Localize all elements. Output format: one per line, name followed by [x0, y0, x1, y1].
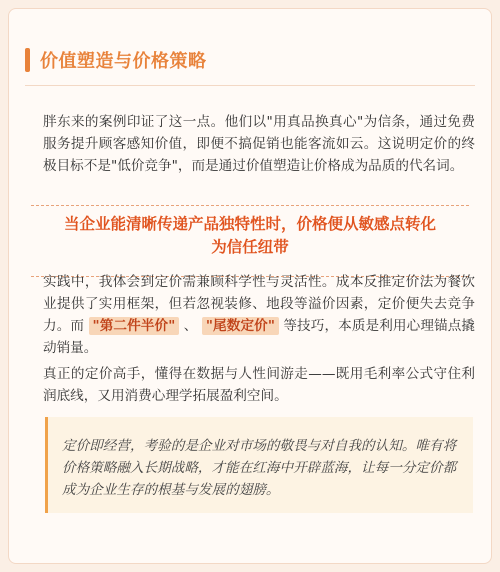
highlight-second-half-price: "第二件半价"	[89, 317, 180, 335]
header-divider	[25, 85, 475, 86]
section-header	[25, 45, 207, 75]
intro-paragraph: 胖东来的案例印证了这一点。他们以"用真品换真心"为信条，通过免费服务提升顾客感知价值，即便不搞促销也能客流如云。这说明定价的终极目标不是"低价竞争"，而是通过价值塑造让价格成为品质的代名词。	[43, 114, 475, 174]
practice-text-after: 等技巧，本质是利用心理锚点撬动销量。	[43, 318, 476, 356]
section-title: 价值塑造与价格策略	[40, 51, 207, 72]
practice-text-before: 实践中，我体会到定价需兼顾科学性与灵活性。成本反推定价法为餐饮业提供了实用框架，但若忽视装修、地段等溢价因素，定价便失去竞争力。而	[43, 274, 475, 334]
header-accent-bar	[25, 48, 30, 72]
master-paragraph: 真正的定价高手，懂得在数据与人性间游走——既用毛利率公式守住利润底线，又用消费心理学拓展盈利空间。	[43, 366, 475, 404]
practice-paragraph	[43, 271, 475, 359]
highlight-odd-pricing: "尾数定价"	[202, 317, 279, 335]
practice-text-mid: 、	[179, 318, 198, 334]
summary-note	[45, 417, 473, 513]
quote-dashed-line-top	[31, 205, 469, 206]
content-card	[8, 8, 492, 564]
summary-note-text: 定价即经营，考验的是企业对市场的敬畏与对自我的认知。唯有将价格策略融入长期战略，才能在红海中开辟蓝海，让每一分定价都成为企业生存的根基与发展的翅膀。	[62, 438, 457, 498]
key-quote-block	[31, 205, 469, 277]
key-quote: 当企业能清晰传递产品独特性时，价格便从敏感点转化为信任纽带	[63, 215, 436, 256]
